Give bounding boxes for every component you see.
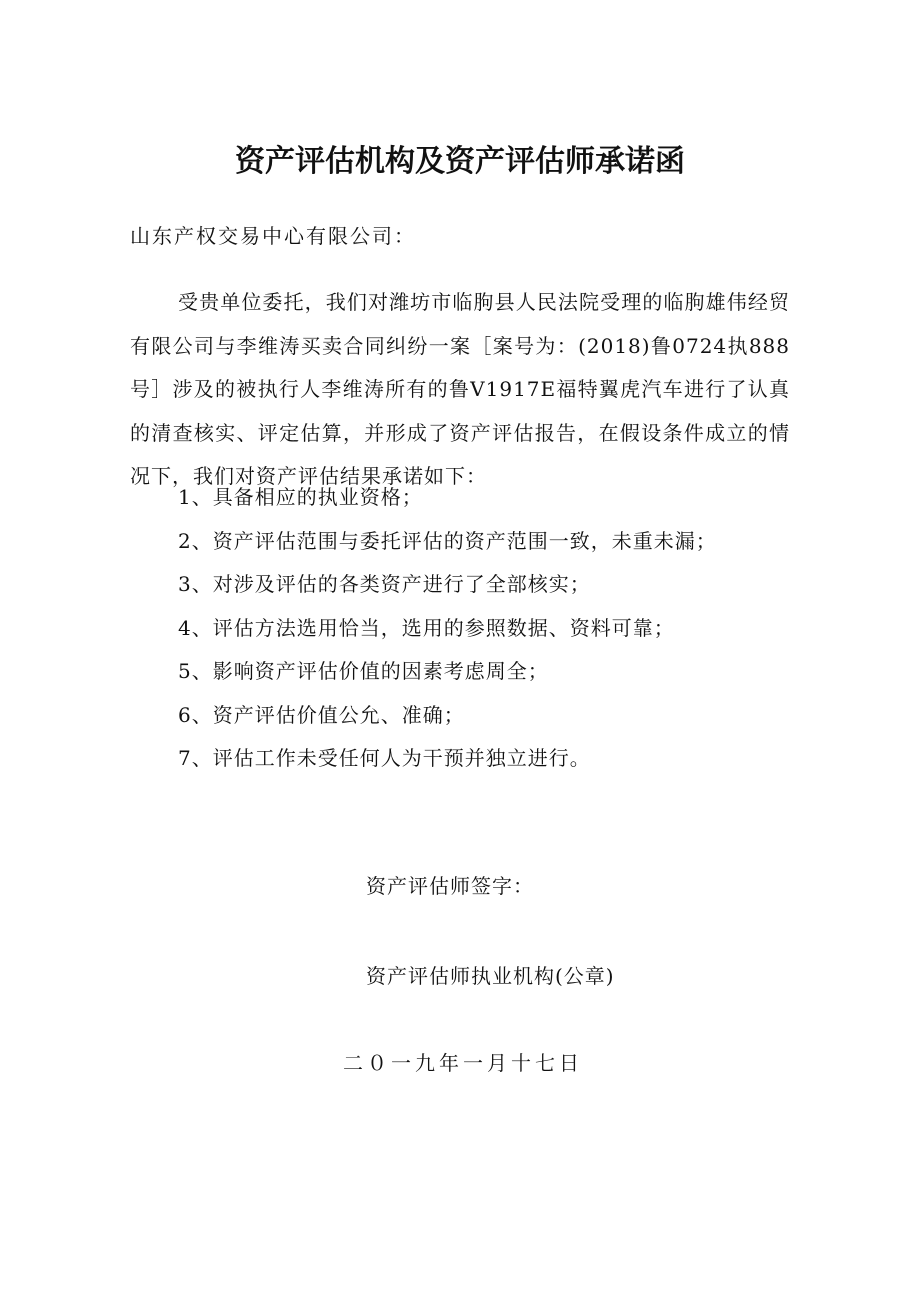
commitment-item: 5、影响资产评估价值的因素考虑周全；: [178, 659, 549, 683]
signature-label: 资产评估师签字：: [366, 874, 534, 898]
commitment-list: [178, 476, 798, 781]
body-paragraph: 受贵单位委托，我们对潍坊市临朐县人民法院受理的临朐雄伟经贸有限公司与李维涛买卖合同纠纷一案［案号为：(2018)鲁0724执888号］涉及的被执行人李维涛所有的鲁V1917E福特翼虎汽车进行了认真的清查核实、评定估算，并形成了资产评估报告，在假设条件成立的情况下，我们对资产评估结果承诺如下：: [130, 290, 790, 488]
commitment-item: 6、资产评估价值公允、准确；: [178, 702, 465, 727]
addressee: 山东产权交易中心有限公司：: [130, 224, 416, 248]
document-date: 二０一九年一月十七日: [343, 1051, 583, 1075]
commitment-item: 4、评估方法选用恰当，选用的参照数据、资料可靠；: [178, 615, 675, 640]
commitment-item: 3、对涉及评估的各类资产进行了全部核实；: [178, 572, 591, 596]
commitment-item: 7、评估工作未受任何人为干预并独立进行。: [178, 746, 591, 770]
commitment-item: 2、资产评估范围与委托评估的资产范围一致，未重未漏；: [178, 528, 717, 553]
document-title: 资产评估机构及资产评估师承诺函: [235, 144, 685, 179]
commitment-item: 1、具备相应的执业资格；: [178, 485, 423, 509]
organization-seal-label: 资产评估师执业机构(公章): [366, 964, 615, 988]
